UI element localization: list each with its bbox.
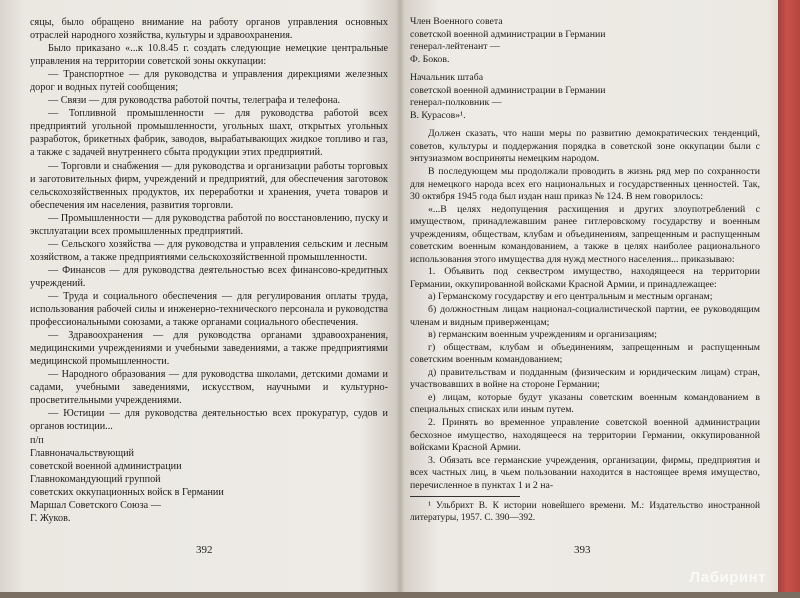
signature-name: Г. Жуков.: [30, 512, 71, 524]
book-cover-edge: [778, 0, 800, 598]
signature-line: советской военной администрации: [30, 460, 182, 472]
right-page-number: 393: [574, 544, 591, 556]
signature-line: Маршал Советского Союза —: [30, 499, 161, 511]
left-paragraph: — Сельского хозяйства — для руководства и управления сельским и лесным хозяйством, а также предприятиями сельскохозяйственной промышленности.: [30, 238, 388, 263]
left-paragraph: — Труда и социального обеспечения — для регулирования оплаты труда, использования рабочей силы и инженерно-технического персонала и руководства профессиональными союзами, а также органами социального обеспечения.: [30, 290, 388, 329]
right-paragraph: а) Германскому государству и его центральным и местным органам;: [428, 291, 713, 303]
right-paragraph: в) германским военным учреждениям и организациям;: [428, 329, 657, 341]
signature-line: советских оккупационных войск в Германии: [30, 486, 224, 498]
right-paragraph: Должен сказать, что наши меры по развитию демократических тенденций, советов, культуры и поддержания порядка в советской зоне оккупации были с энтузиазмом восприняты немецким народом.: [410, 128, 760, 165]
signature-line: советской военной администрации в Германии: [410, 84, 606, 96]
signature-line: советской военной администрации в Германии: [410, 28, 606, 40]
signature-line: генерал-лейтенант —: [410, 41, 500, 53]
signature-line: Главнокомандующий группой: [30, 473, 161, 485]
signature-line: Главноначальствующий: [30, 447, 135, 459]
right-paragraph: е) лицам, которые будут указаны советским военным командованием в специальных списках или иным путем.: [410, 391, 760, 416]
signature-name: В. Курасов»¹.: [410, 109, 466, 121]
left-paragraph: — Торговли и снабжения — для руководства и организации работы торговых и заготовительных фирм, учреждений и предприятий, для обеспечения заготовок сельскохозяйственных продуктов, их переработки и хранения, учета товаров и обеспечения им населения, развития торговли.: [30, 160, 388, 211]
right-paragraph: б) должностным лицам национал-социалистической партии, ее руководящим членам и видным приверженцам;: [410, 304, 760, 328]
left-paragraph: — Юстиции — для руководства деятельностью всех прокуратур, судов и органов юстиции...: [30, 408, 388, 433]
left-page-number: 392: [196, 544, 213, 556]
footnote: ¹ Ульбрихт В. К истории новейшего времени. М.: Издательство иностранной литературы, 1957. С. 390—392.: [410, 501, 760, 524]
right-paragraph: 2. Принять во временное управление советской военной администрации бесхозное имущество, находящееся на территории Германии, оккупированной войсками Красной Армии.: [410, 416, 760, 454]
right-paragraph: 1. Объявить под секвестром имущество, находящееся на территории Германии, оккупированной войсками Красной Армии, и принадлежащее:: [410, 266, 760, 290]
watermark-logo: Лабиринт: [689, 569, 766, 586]
left-paragraph: — Топливной промышленности — для руководства работой всех предприятий угольной промышленности, угольных шахт, открытых угольных разработок, брикетных фабрик, заводов, вырабатывающих жидкое топливо и газ, а также с задачей внутреннего сбыта продукции этих предприятий.: [30, 108, 388, 159]
left-paragraph: — Здравоохранения — для руководства органами здравоохранения, медицинскими учреждениями и учебными заведениями, а также предприятиями медицинской промышленности.: [30, 330, 388, 368]
left-paragraph: — Народного образования — для руководства школами, детскими домами и садами, учебными заведениями, искусством, научными и культурно-просветительными учреждениями.: [30, 369, 388, 407]
right-paragraph: 3. Обязать все германские учреждения, организации, фирмы, предприятия и всех частных лиц, в чьем пользовании находится в настоящее время имущество, перечисленное в пунктах 1 и 2 на-: [410, 454, 760, 491]
right-page: [410, 16, 760, 524]
right-paragraph: г) обществам, клубам и объединениям, запрещенным и распущенным советским военным командованием;: [410, 341, 760, 366]
signature-line: Член Военного совета: [410, 16, 503, 27]
left-paragraph: сяцы, было обращено внимание на работу органов управления основных отраслей народного хозяйства, культуры и здравоохранения.: [30, 17, 388, 42]
left-paragraph: — Финансов — для руководства деятельностью всех финансово-кредитных учреждений.: [30, 264, 388, 289]
signature-line: Начальник штаба: [410, 72, 484, 84]
signature-name: Ф. Боков.: [410, 53, 450, 65]
signature-line: генерал-полковник —: [410, 97, 502, 109]
left-paragraph: Было приказано «...к 10.8.45 г. создать следующие немецкие центральные управления на территории советской зоны оккупации:: [30, 43, 388, 68]
right-paragraph: д) правительствам и подданным (физическим и юридическим лицам) стран, участвовавших в войне на стороне Германии;: [410, 366, 760, 391]
right-paragraph: «...В целях недопущения расхищения и других злоупотреблений с имуществом, принадлежавшим ранее гитлеровскому государству и военным учреждениям, обществам, клубам и объединениям, запрещенным и распущенным советским военным командованием, а также в целях наиболее рационального использования этого имущества для нужд местного населения... приказываю:: [410, 203, 760, 265]
left-paragraph: — Связи — для руководства работой почты, телеграфа и телефона.: [48, 95, 341, 107]
right-paragraph: В последующем мы продолжали проводить в жизнь ряд мер по сохранности для немецкого народа всех его национальных и государственных ценностей. Так, 30 октября 1945 года был издан наш приказ № 124. В нем говорилось:: [410, 166, 760, 203]
left-paragraph: — Промышленности — для руководства работой по восстановлению, пуску и эксплуатации всех промышленных предприятий.: [30, 212, 388, 237]
book-bottom-edge: [0, 592, 800, 598]
left-page: [30, 16, 388, 525]
left-paragraph: — Транспортное — для руководства и управления дирекциями железных дорог и водных путей сообщения;: [30, 69, 388, 94]
signature-pp: п/п: [30, 434, 44, 446]
footnote-divider: [410, 496, 520, 497]
